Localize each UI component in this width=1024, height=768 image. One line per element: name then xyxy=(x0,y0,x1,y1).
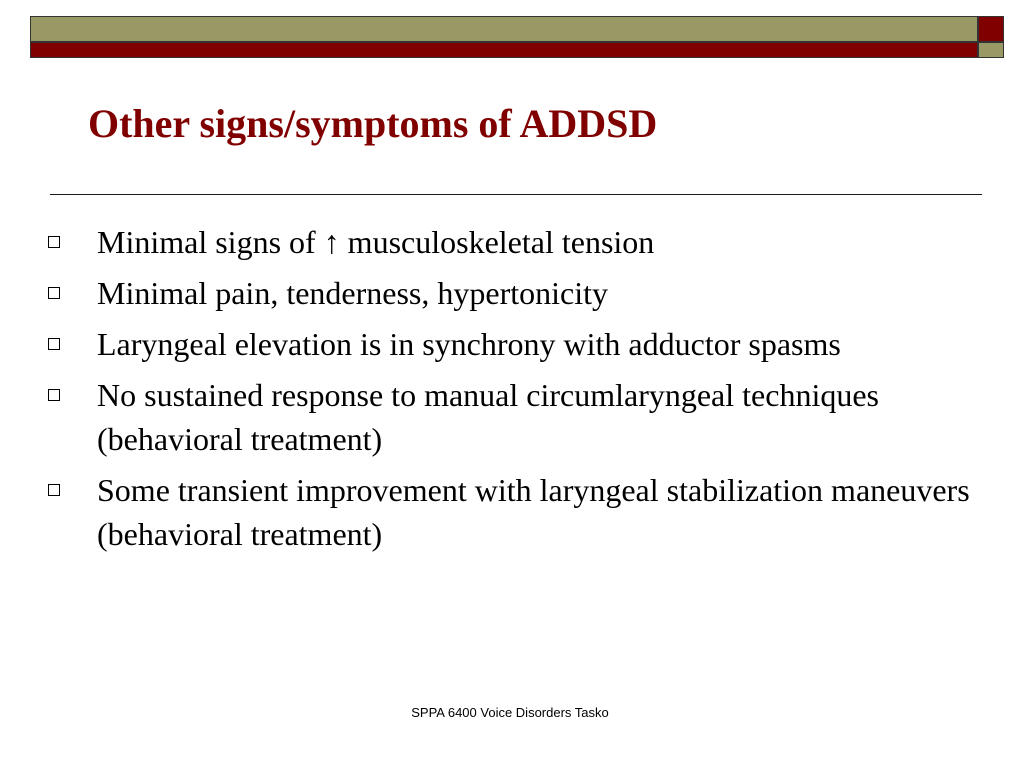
bullet-text: No sustained response to manual circumlaryngeal techniques (behavioral treatment) xyxy=(97,377,879,457)
bullet-text: Laryngeal elevation is in synchrony with adductor spasms xyxy=(97,326,841,362)
header-band-maroon xyxy=(30,42,978,58)
hollow-square-bullet-icon xyxy=(48,484,60,496)
title-divider xyxy=(50,194,982,195)
header-square-olive xyxy=(978,42,1004,58)
hollow-square-bullet-icon xyxy=(48,389,60,401)
hollow-square-bullet-icon xyxy=(48,236,60,248)
slide-title: Other signs/symptoms of ADDSD xyxy=(88,101,658,146)
hollow-square-bullet-icon xyxy=(48,338,60,350)
bullet-text: Minimal pain, tenderness, hypertonicity xyxy=(97,275,608,311)
header-square-maroon xyxy=(978,16,1004,42)
slide-footer xyxy=(0,705,1024,720)
footer-text: SPPA 6400 Voice Disorders Tasko xyxy=(411,705,609,720)
bullet-text: Minimal signs of ↑ musculoskeletal tension xyxy=(97,224,655,260)
bullet-item xyxy=(46,220,976,264)
bullet-item xyxy=(46,322,976,366)
bullet-list xyxy=(46,220,976,563)
bullet-item xyxy=(46,468,976,556)
bullet-item xyxy=(46,373,976,461)
header-band-olive xyxy=(30,16,978,42)
bullet-item xyxy=(46,271,976,315)
bullet-text: Some transient improvement with laryngeal stabilization maneuvers (behavioral treatment) xyxy=(97,472,970,552)
hollow-square-bullet-icon xyxy=(48,287,60,299)
